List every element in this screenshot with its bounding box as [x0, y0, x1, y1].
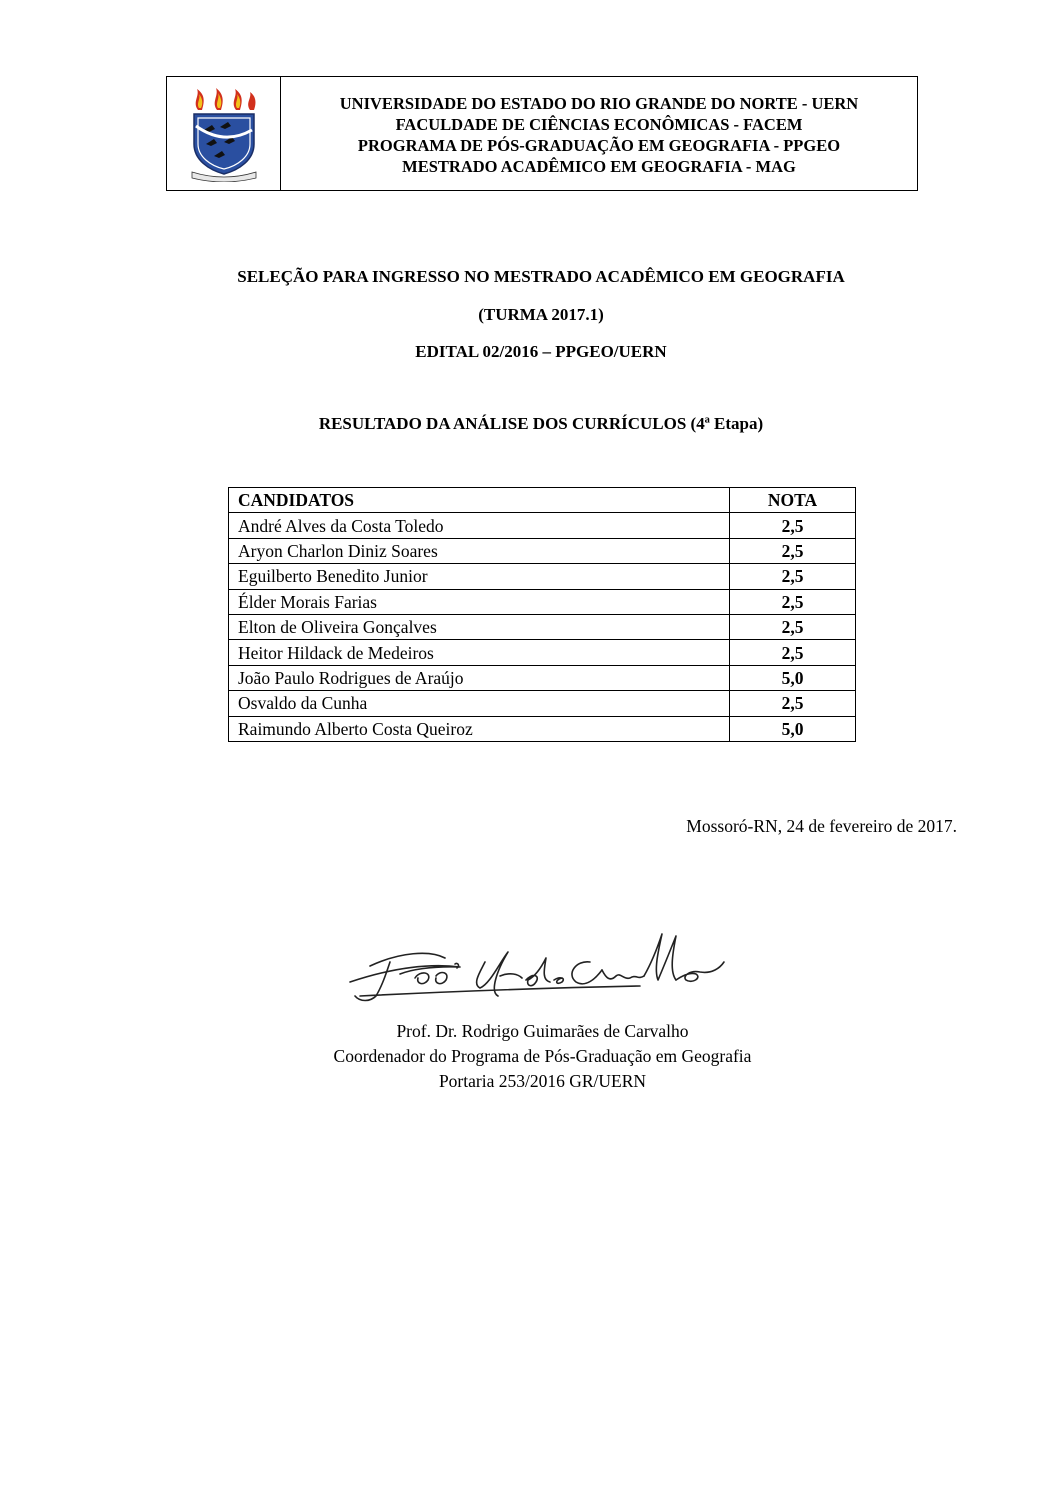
class-title	[0, 305, 1058, 325]
candidate-nota: 2,5	[730, 589, 856, 614]
table-header-row	[229, 488, 856, 513]
candidate-nota: 2,5	[730, 691, 856, 716]
table-row	[229, 564, 856, 589]
candidate-nota: 2,5	[730, 614, 856, 639]
signatory-block	[240, 1019, 845, 1094]
shield	[194, 114, 254, 174]
table-row	[229, 513, 856, 538]
logo-cell	[167, 77, 281, 190]
candidate-nota: 2,5	[730, 640, 856, 665]
table-row	[229, 538, 856, 563]
table-row	[229, 589, 856, 614]
header-faculty: FACULDADE DE CIÊNCIAS ECONÔMICAS - FACEM	[395, 114, 803, 134]
candidate-name: Élder Morais Farias	[229, 589, 730, 614]
candidate-name: Aryon Charlon Diniz Soares	[229, 538, 730, 563]
candidate-nota: 2,5	[730, 564, 856, 589]
header-program: PROGRAMA DE PÓS-GRADUAÇÃO EM GEOGRAFIA - PPGEO	[357, 135, 841, 155]
result-subtitle-text: RESULTADO DA ANÁLISE DOS CURRÍCULOS (4ª Etapa)	[318, 414, 764, 433]
signatory-name: Prof. Dr. Rodrigo Guimarães de Carvalho	[396, 1021, 689, 1041]
candidate-name: Osvaldo da Cunha	[229, 691, 730, 716]
candidate-name: André Alves da Costa Toledo	[229, 513, 730, 538]
handwritten-signature-icon	[340, 922, 730, 1012]
document-header	[166, 76, 918, 191]
selection-title	[0, 267, 1058, 287]
candidate-name: Raimundo Alberto Costa Queiroz	[229, 716, 730, 741]
candidate-nota: 5,0	[730, 716, 856, 741]
place-date: Mossoró-RN, 24 de fevereiro de 2017.	[686, 816, 957, 836]
uern-crest-logo-icon	[184, 86, 264, 182]
table-row	[229, 640, 856, 665]
class-title-text: (TURMA 2017.1)	[478, 305, 604, 324]
results-table	[228, 487, 856, 742]
signatory-role: Coordenador do Programa de Pós-Graduação em Geografia	[333, 1046, 752, 1066]
table-row	[229, 614, 856, 639]
table-row	[229, 665, 856, 690]
edital-title-text: EDITAL 02/2016 – PPGEO/UERN	[415, 342, 667, 361]
candidate-nota: 2,5	[730, 538, 856, 563]
flames	[195, 88, 255, 110]
header-course: MESTRADO ACADÊMICO EM GEOGRAFIA - MAG	[402, 156, 796, 176]
candidate-name: Eguilberto Benedito Junior	[229, 564, 730, 589]
table-row	[229, 716, 856, 741]
table-row	[229, 691, 856, 716]
signatory-portaria: Portaria 253/2016 GR/UERN	[438, 1071, 647, 1091]
candidate-name: João Paulo Rodrigues de Araújo	[229, 665, 730, 690]
candidate-name: Elton de Oliveira Gonçalves	[229, 614, 730, 639]
selection-title-text: SELEÇÃO PARA INGRESSO NO MESTRADO ACADÊMICO EM GEOGRAFIA	[237, 267, 845, 286]
candidate-name: Heitor Hildack de Medeiros	[229, 640, 730, 665]
header-university: UNIVERSIDADE DO ESTADO DO RIO GRANDE DO NORTE - UERN	[339, 93, 859, 113]
result-subtitle	[0, 414, 1058, 434]
header-text	[281, 77, 917, 190]
candidate-nota: 2,5	[730, 513, 856, 538]
edital-title	[0, 342, 1058, 362]
candidate-nota: 5,0	[730, 665, 856, 690]
header-candidatos: CANDIDATOS	[229, 488, 730, 513]
header-nota: NOTA	[730, 488, 856, 513]
